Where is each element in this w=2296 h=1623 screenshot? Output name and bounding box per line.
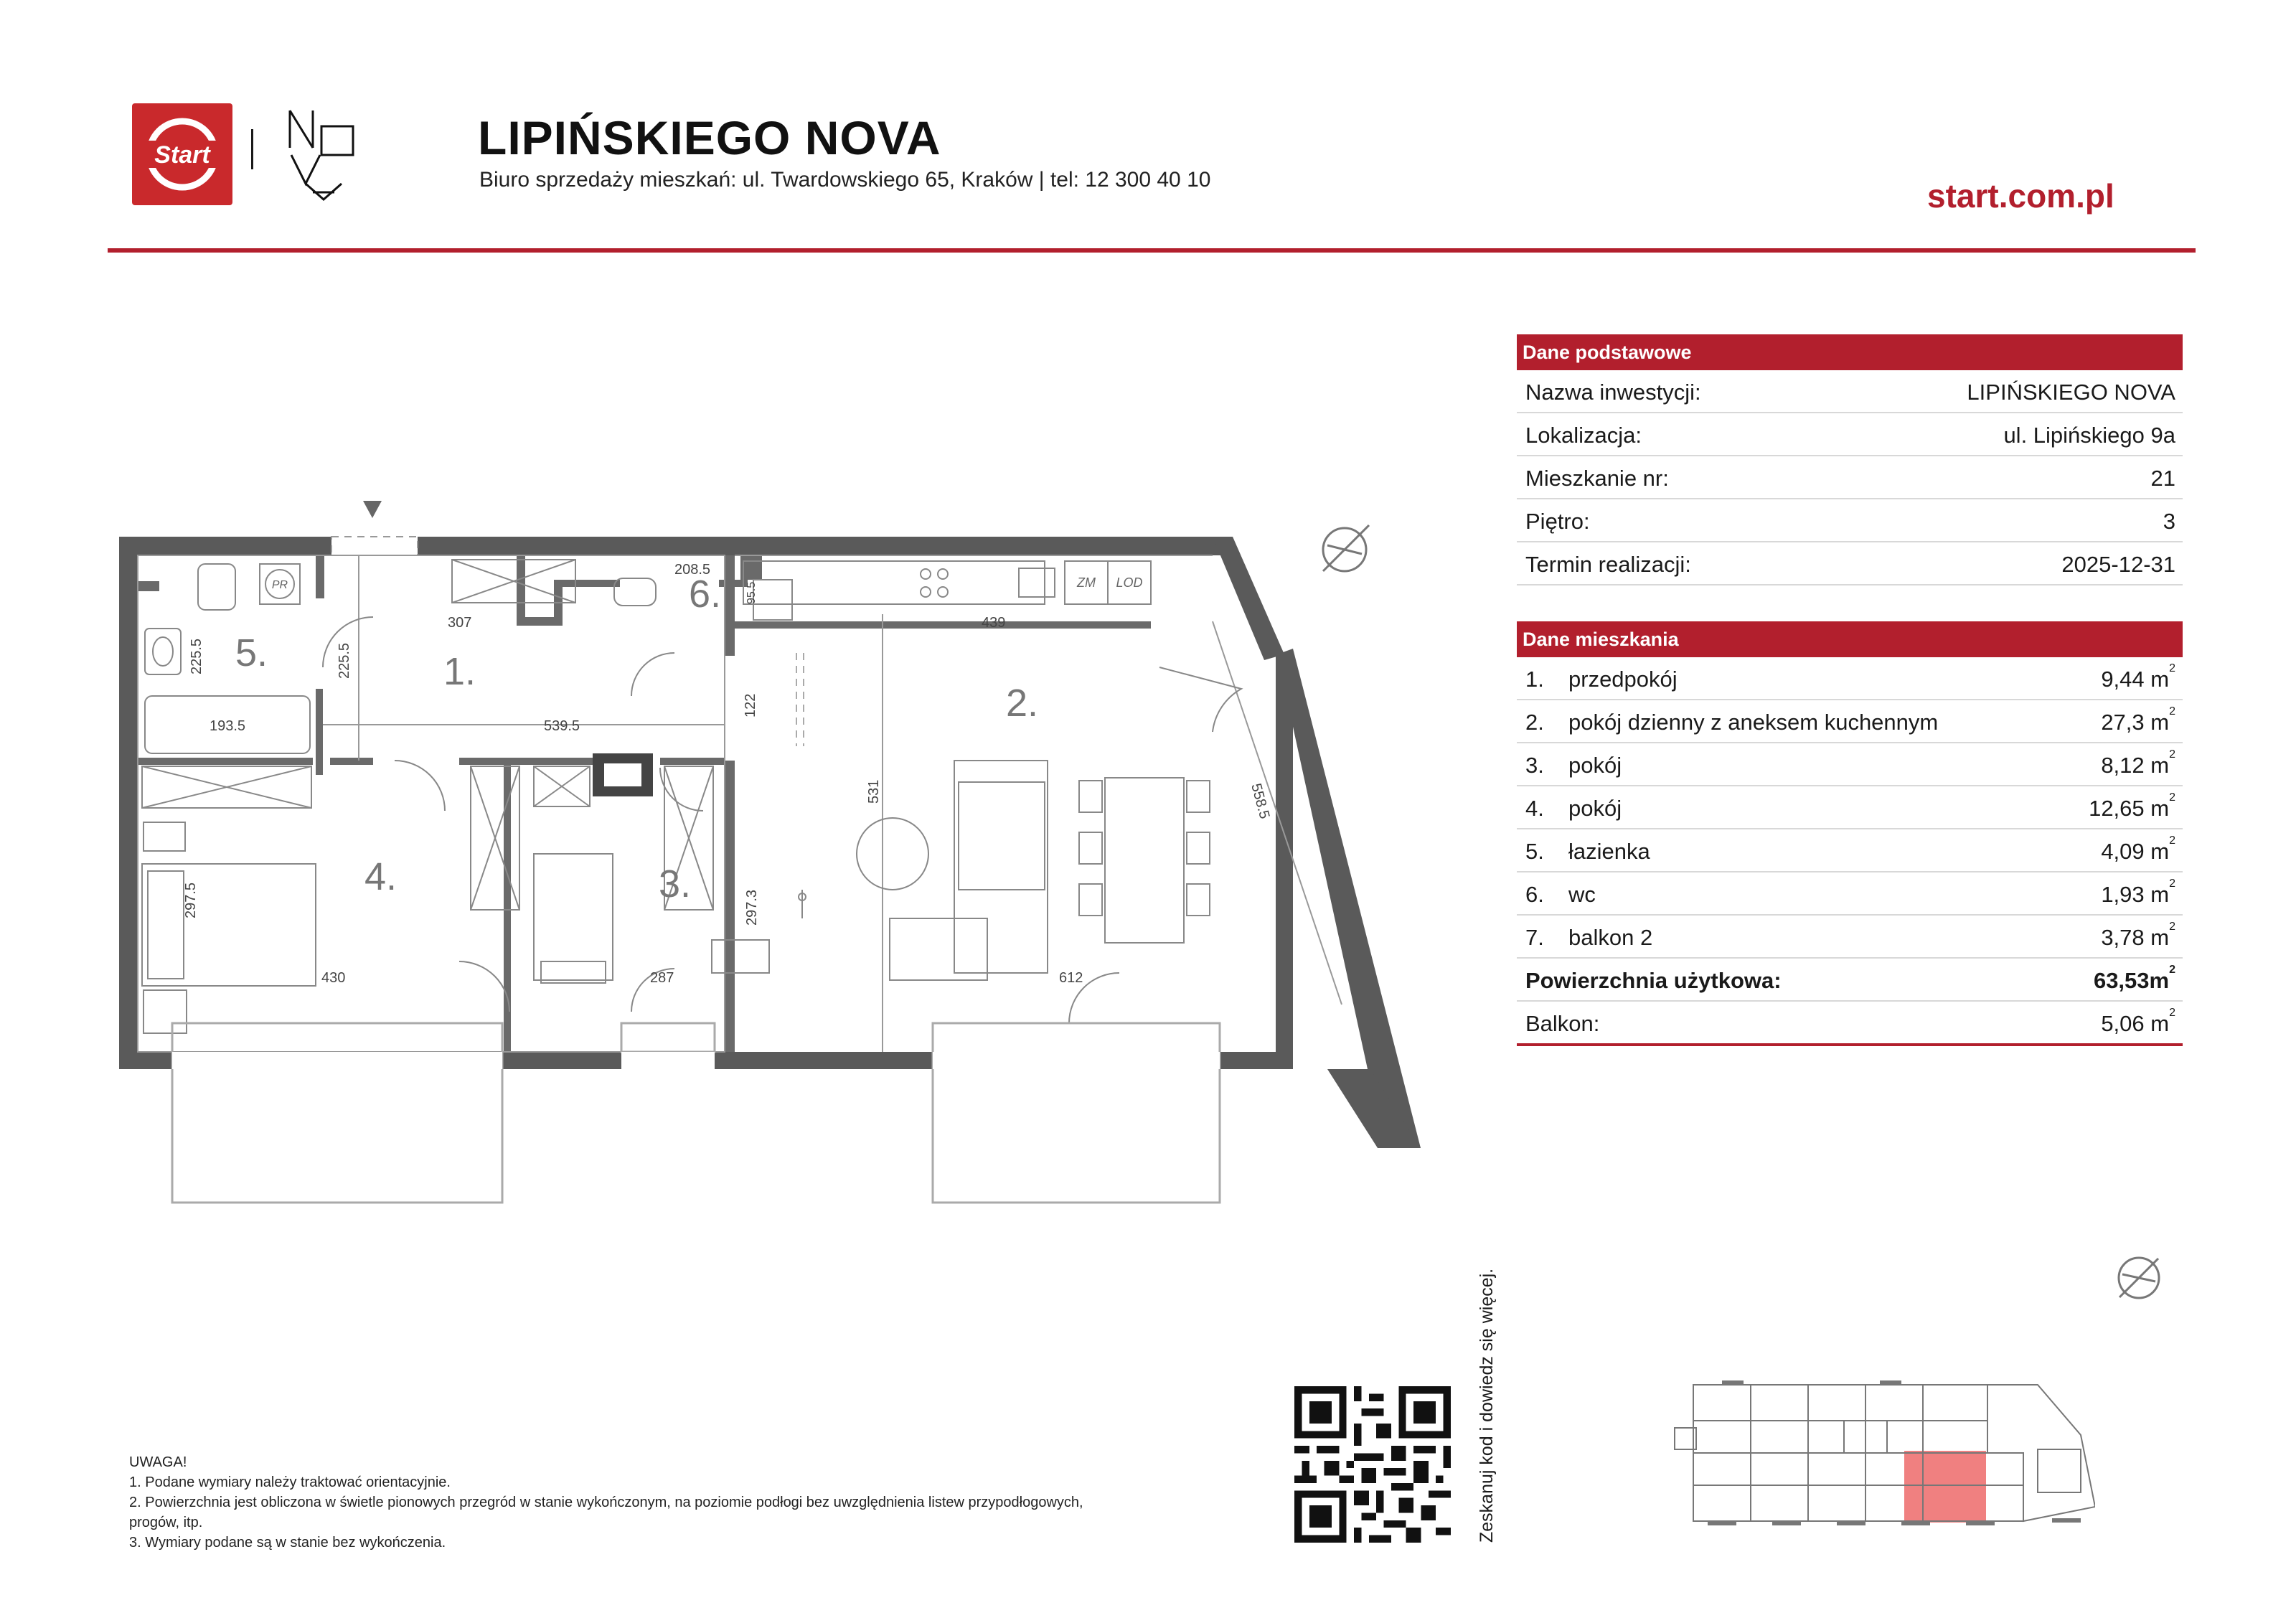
apartment-data-heading: Dane mieszkania [1517, 621, 2183, 657]
page-title: LIPIŃSKIEGO NOVA [478, 111, 941, 164]
nova-logo-icon [284, 105, 356, 205]
room-label: 3. [659, 862, 692, 905]
building-key-plan [1665, 1378, 2095, 1528]
table-row: Termin realizacji: 2025-12-31 [1517, 542, 2183, 585]
apartment-data-table [1517, 621, 2183, 1046]
room-label: 1. [443, 650, 476, 693]
dimension-label: 193.5 [210, 718, 246, 734]
room-row: 6. wc 1,93 $m^2$ [1517, 872, 2183, 916]
note-line: 1. Podane wymiary należy traktować orientacyjnie. [129, 1474, 451, 1490]
table-row: Mieszkanie nr: 21 [1517, 456, 2183, 499]
apartment-highlight [1904, 1451, 1986, 1523]
dimension-label: 225.5 [189, 638, 204, 674]
header-divider [108, 248, 2196, 253]
qr-code-icon [1294, 1386, 1451, 1543]
svg-text:Start: Start [154, 141, 210, 169]
room-row: 7. balkon 2 3,78 $m^2$ [1517, 916, 2183, 959]
note-line: 2. Powierzchnia jest obliczona w świetle pionowych przegród w stanie wykończonym, na poziomie podłogi bez uwzględnienia listew przypodłogowych, [129, 1495, 1083, 1510]
dimension-label: 558.5 [1248, 781, 1273, 821]
fixture-label: PR [271, 579, 288, 591]
dimension-label: 225.5 [337, 642, 352, 679]
room-row: 3. pokój 8,12 $m^2$ [1517, 743, 2183, 786]
dimension-label: 539.5 [544, 718, 580, 734]
start-logo-icon [132, 103, 232, 205]
room-row: 4. pokój 12,65 $m^2$ [1517, 786, 2183, 829]
room-label: 5. [235, 631, 268, 674]
table-row: Piętro: 3 [1517, 499, 2183, 542]
notes [129, 1452, 1277, 1553]
fixture-label: ZM [1077, 575, 1096, 590]
entrance-marker-icon [363, 501, 382, 518]
room-label: 4. [364, 855, 397, 898]
balcony-row: Balkon: 5,06 $m^2$ [1517, 1002, 2183, 1046]
note-line: 3. Wymiary podane są w stanie bez wykończenia. [129, 1535, 446, 1551]
basic-data-heading: Dane podstawowe [1517, 334, 2183, 370]
dimension-label: 430 [321, 970, 346, 986]
key-plan-drawing [1665, 1378, 2095, 1528]
basic-data-table [1517, 334, 2183, 585]
room-label: 6. [689, 573, 722, 616]
room-row: 5. łazienka 4,09 $m^2$ [1517, 829, 2183, 872]
floor-plan-drawing [108, 488, 1435, 1205]
floor-plan [108, 488, 1435, 1205]
website-link[interactable]: start.com.pl [1927, 177, 2114, 215]
fixture-label: LOD [1116, 575, 1143, 590]
logo-separator [251, 129, 253, 169]
dimension-label: 297.3 [744, 889, 760, 926]
nova-logo [284, 105, 356, 205]
start-logo [132, 103, 232, 205]
dimension-label: 208.5 [674, 562, 711, 578]
dimension-label: 95.5 [745, 581, 758, 604]
room-row: 2. pokój dzienny z aneksem kuchennym 27,3 $m^2$ [1517, 700, 2183, 743]
dimension-label: 439 [982, 615, 1006, 631]
notes-title: UWAGA! [129, 1454, 187, 1470]
dimension-label: 297.5 [183, 882, 199, 918]
dimension-label: 122 [743, 693, 758, 718]
usable-area-row: Powierzchnia użytkowa: $63,53m^2$ [1517, 959, 2183, 1002]
room-row: 1. przedpokój 9,44 $m^2$ [1517, 657, 2183, 700]
compass-icon [2114, 1253, 2164, 1303]
qr-code[interactable] [1294, 1386, 1451, 1543]
qr-caption: Zeskanuj kod i dowiedz się więcej. [1477, 1268, 1497, 1543]
dimension-label: 531 [866, 779, 882, 804]
note-line: progów, itp. [129, 1515, 203, 1530]
dimension-label: 612 [1059, 970, 1083, 986]
compass-icon [1323, 525, 1369, 571]
table-row: Nazwa inwestycji: LIPIŃSKIEGO NOVA [1517, 370, 2183, 413]
sales-office-info: Biuro sprzedaży mieszkań: ul. Twardowskiego 65, Kraków | tel: 12 300 40 10 [479, 168, 1211, 192]
table-row: Lokalizacja: ul. Lipińskiego 9a [1517, 413, 2183, 456]
room-label: 2. [1006, 682, 1039, 725]
dimension-label: 287 [650, 970, 674, 986]
dimension-label: 307 [448, 615, 472, 631]
